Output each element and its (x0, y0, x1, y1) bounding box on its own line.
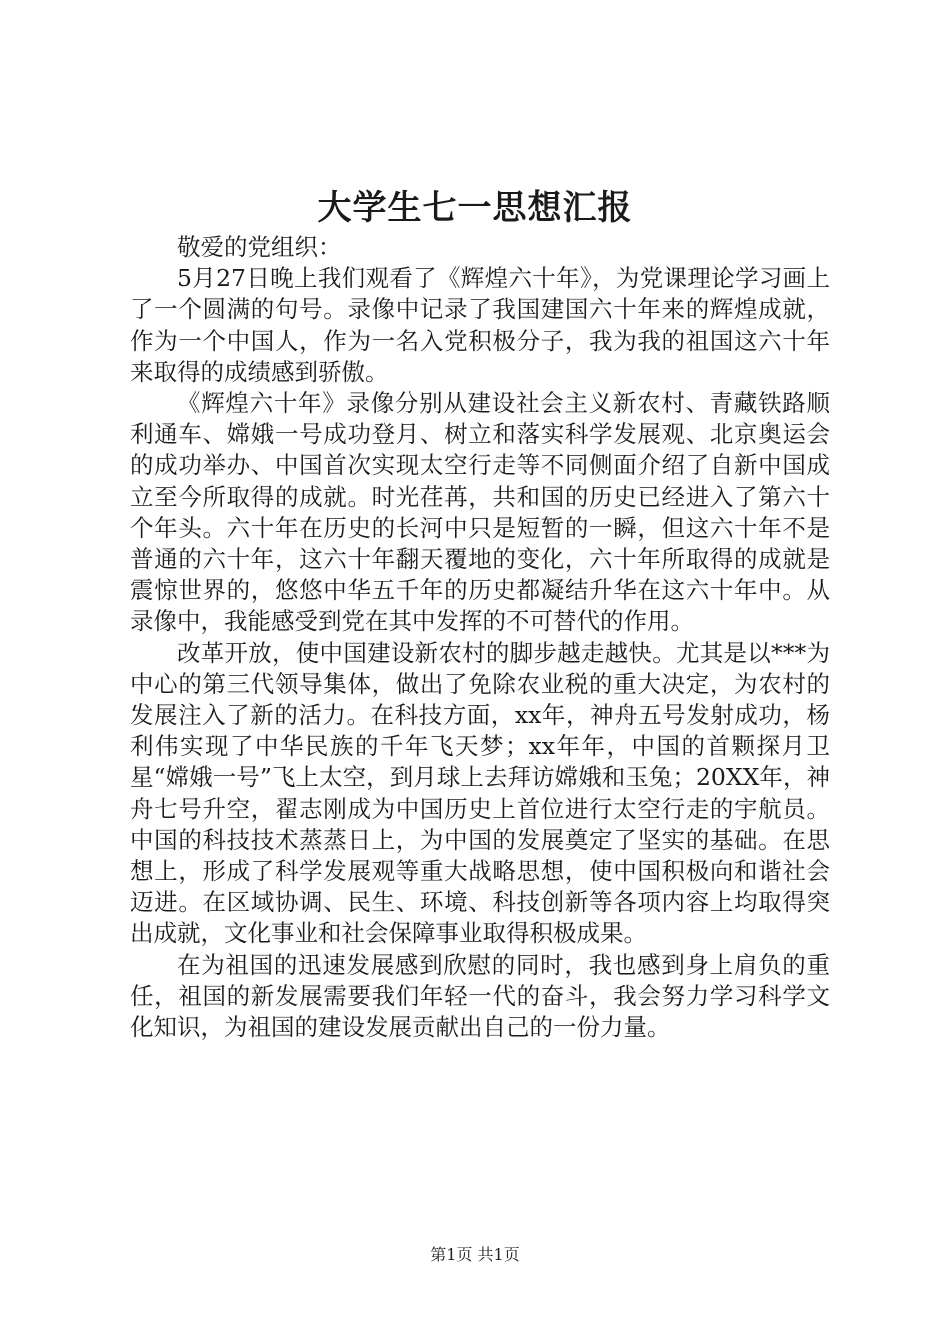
salutation: 敬爱的党组织： (177, 233, 342, 261)
body-paragraph-1: 5月27日晚上我们观看了《辉煌六十年》，为党课理论学习画上了一个圆满的句号。录像中记录了我国建国六十年来的辉煌成就，作为一个中国人，作为一名入党积极分子，我为我的祖国这六十年来取得的成绩感到骄傲。 (130, 264, 830, 386)
page-footer: 第1页 共1页 (430, 1245, 520, 1264)
document-title: 大学生七一思想汇报 (317, 188, 633, 228)
body-paragraph-3: 改革开放，使中国建设新农村的脚步越走越快。尤其是以***为中心的第三代领导集体，做出了免除农业税的重大决定，为农村的发展注入了新的活力。在科技方面，xx年，神舟五号发射成功，杨利伟实现了中华民族的千年飞天梦；xx年年，中国的首颗探月卫星“嫦娥一号”飞上太空，到月球上去拜访嫦娥和玉兔；20XX年，神舟七号升空，翟志刚成为中国历史上首位进行太空行走的宇航员。中国的科技技术蒸蒸日上，为中国的发展奠定了坚实的基础。在思想上，形成了科学发展观等重大战略思想，使中国积极向和谐社会迈进。在区域协调、民生、环境、科技创新等各项内容上均取得突出成就，文化事业和社会保障事业取得积极成果。 (130, 638, 830, 948)
body-paragraph-2: 《辉煌六十年》录像分别从建设社会主义新农村、青藏铁路顺利通车、嫦娥一号成功登月、树立和落实科学发展观、北京奥运会的成功举办、中国首次实现太空行走等不同侧面介绍了自新中国成立至今所取得的成就。时光荏苒，共和国的历史已经进入了第六十个年头。六十年在历史的长河中只是短暂的一瞬，但这六十年不是普通的六十年，这六十年翻天覆地的变化，六十年所取得的成就是震惊世界的，悠悠中华五千年的历史都凝结升华在这六十年中。从录像中，我能感受到党在其中发挥的不可替代的作用。 (130, 389, 830, 636)
body-paragraph-4: 在为祖国的迅速发展感到欣慰的同时，我也感到身上肩负的重任，祖国的新发展需要我们年轻一代的奋斗，我会努力学习科学文化知识，为祖国的建设发展贡献出自己的一份力量。 (130, 950, 830, 1042)
document-body (130, 232, 830, 1043)
